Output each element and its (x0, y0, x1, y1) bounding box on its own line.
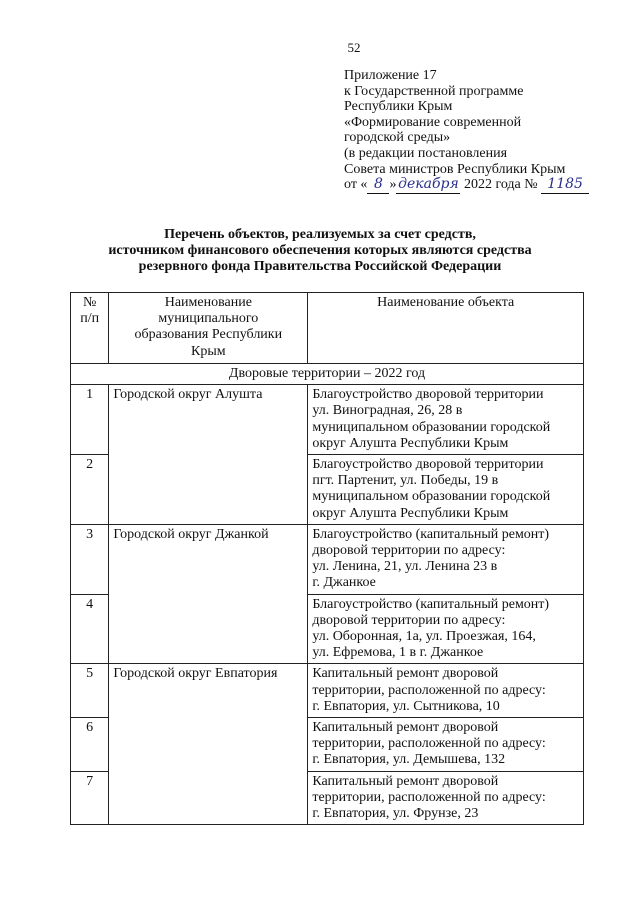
object-cell: Благоустройство дворовой территории ул. Виноградная, 26, 28 в муниципальном образовании городской округ Алушта Республики Крым (308, 385, 584, 455)
object-cell: Капитальный ремонт дворовой территории, расположенной по адресу: г. Евпатория, ул. Фрунзе, 23 (308, 771, 584, 825)
municipality-cell: Городской округ Алушта (109, 385, 308, 525)
header-num: № п/п (71, 293, 109, 364)
row-number: 3 (71, 524, 109, 594)
title-line: источником финансового обеспечения которых являются средства (108, 243, 532, 258)
handwritten-month: декабря (398, 176, 459, 193)
municipality-cell: Городской округ Джанкой (109, 524, 308, 664)
date-suffix: 2022 года № (463, 177, 538, 193)
object-cell: Благоустройство (капитальный ремонт) дворовой территории по адресу: ул. Оборонная, 1а, ул. Проезжая, 164, ул. Ефремова, 1 в г. Джанкое (308, 594, 584, 664)
handwritten-doc-number: 1185 (541, 177, 589, 194)
appendix-line: Совета министров Республики Крым (344, 161, 566, 177)
table-header-row (71, 293, 584, 364)
table-row (71, 664, 584, 718)
objects-table (70, 292, 584, 825)
table-row (71, 524, 584, 594)
title-line: резервного фонда Правительства Российской Федерации (138, 259, 502, 274)
appendix-line: Приложение 17 (344, 68, 437, 83)
appendix-line: городской среды» (344, 130, 451, 146)
row-number: 5 (71, 664, 109, 718)
municipality-cell: Городской округ Евпатория (109, 664, 308, 825)
object-cell: Благоустройство (капитальный ремонт) дворовой территории по адресу: ул. Ленина, 21, ул. Ленина 23 в г. Джанкое (308, 524, 584, 594)
object-cell: Капитальный ремонт дворовой территории, расположенной по адресу: г. Евпатория, ул. Сытникова, 10 (308, 664, 584, 718)
header-object: Наименование объекта (308, 293, 584, 364)
appendix-date-line (344, 177, 624, 194)
row-number: 6 (71, 718, 109, 772)
row-number: 4 (71, 594, 109, 664)
appendix-line: (в редакции постановления (344, 145, 508, 161)
section-row (71, 364, 584, 385)
document-title (60, 227, 580, 275)
table-row (71, 385, 584, 455)
page-number: 52 (347, 40, 361, 55)
row-number: 2 (71, 455, 109, 525)
header-municipality: Наименование муниципального образования Республики Крым (109, 293, 308, 364)
appendix-line: «Формирование современной (344, 114, 522, 130)
appendix-line: к Государственной программе (344, 83, 524, 99)
object-cell: Благоустройство дворовой территории пгт. Партенит, ул. Победы, 19 в муниципальном образовании городской округ Алушта Республики Крым (308, 455, 584, 525)
appendix-block (344, 68, 624, 194)
row-number: 7 (71, 771, 109, 825)
handwritten-day: 8 (367, 177, 389, 194)
object-cell: Капитальный ремонт дворовой территории, расположенной по адресу: г. Евпатория, ул. Демышева, 132 (308, 718, 584, 772)
appendix-line: Республики Крым (344, 99, 453, 115)
title-line: Перечень объектов, реализуемых за счет средств, (164, 227, 476, 242)
date-mid: » (389, 177, 397, 193)
section-title: Дворовые территории – 2022 год (71, 364, 584, 385)
date-prefix: от « (344, 177, 368, 193)
row-number: 1 (71, 385, 109, 455)
